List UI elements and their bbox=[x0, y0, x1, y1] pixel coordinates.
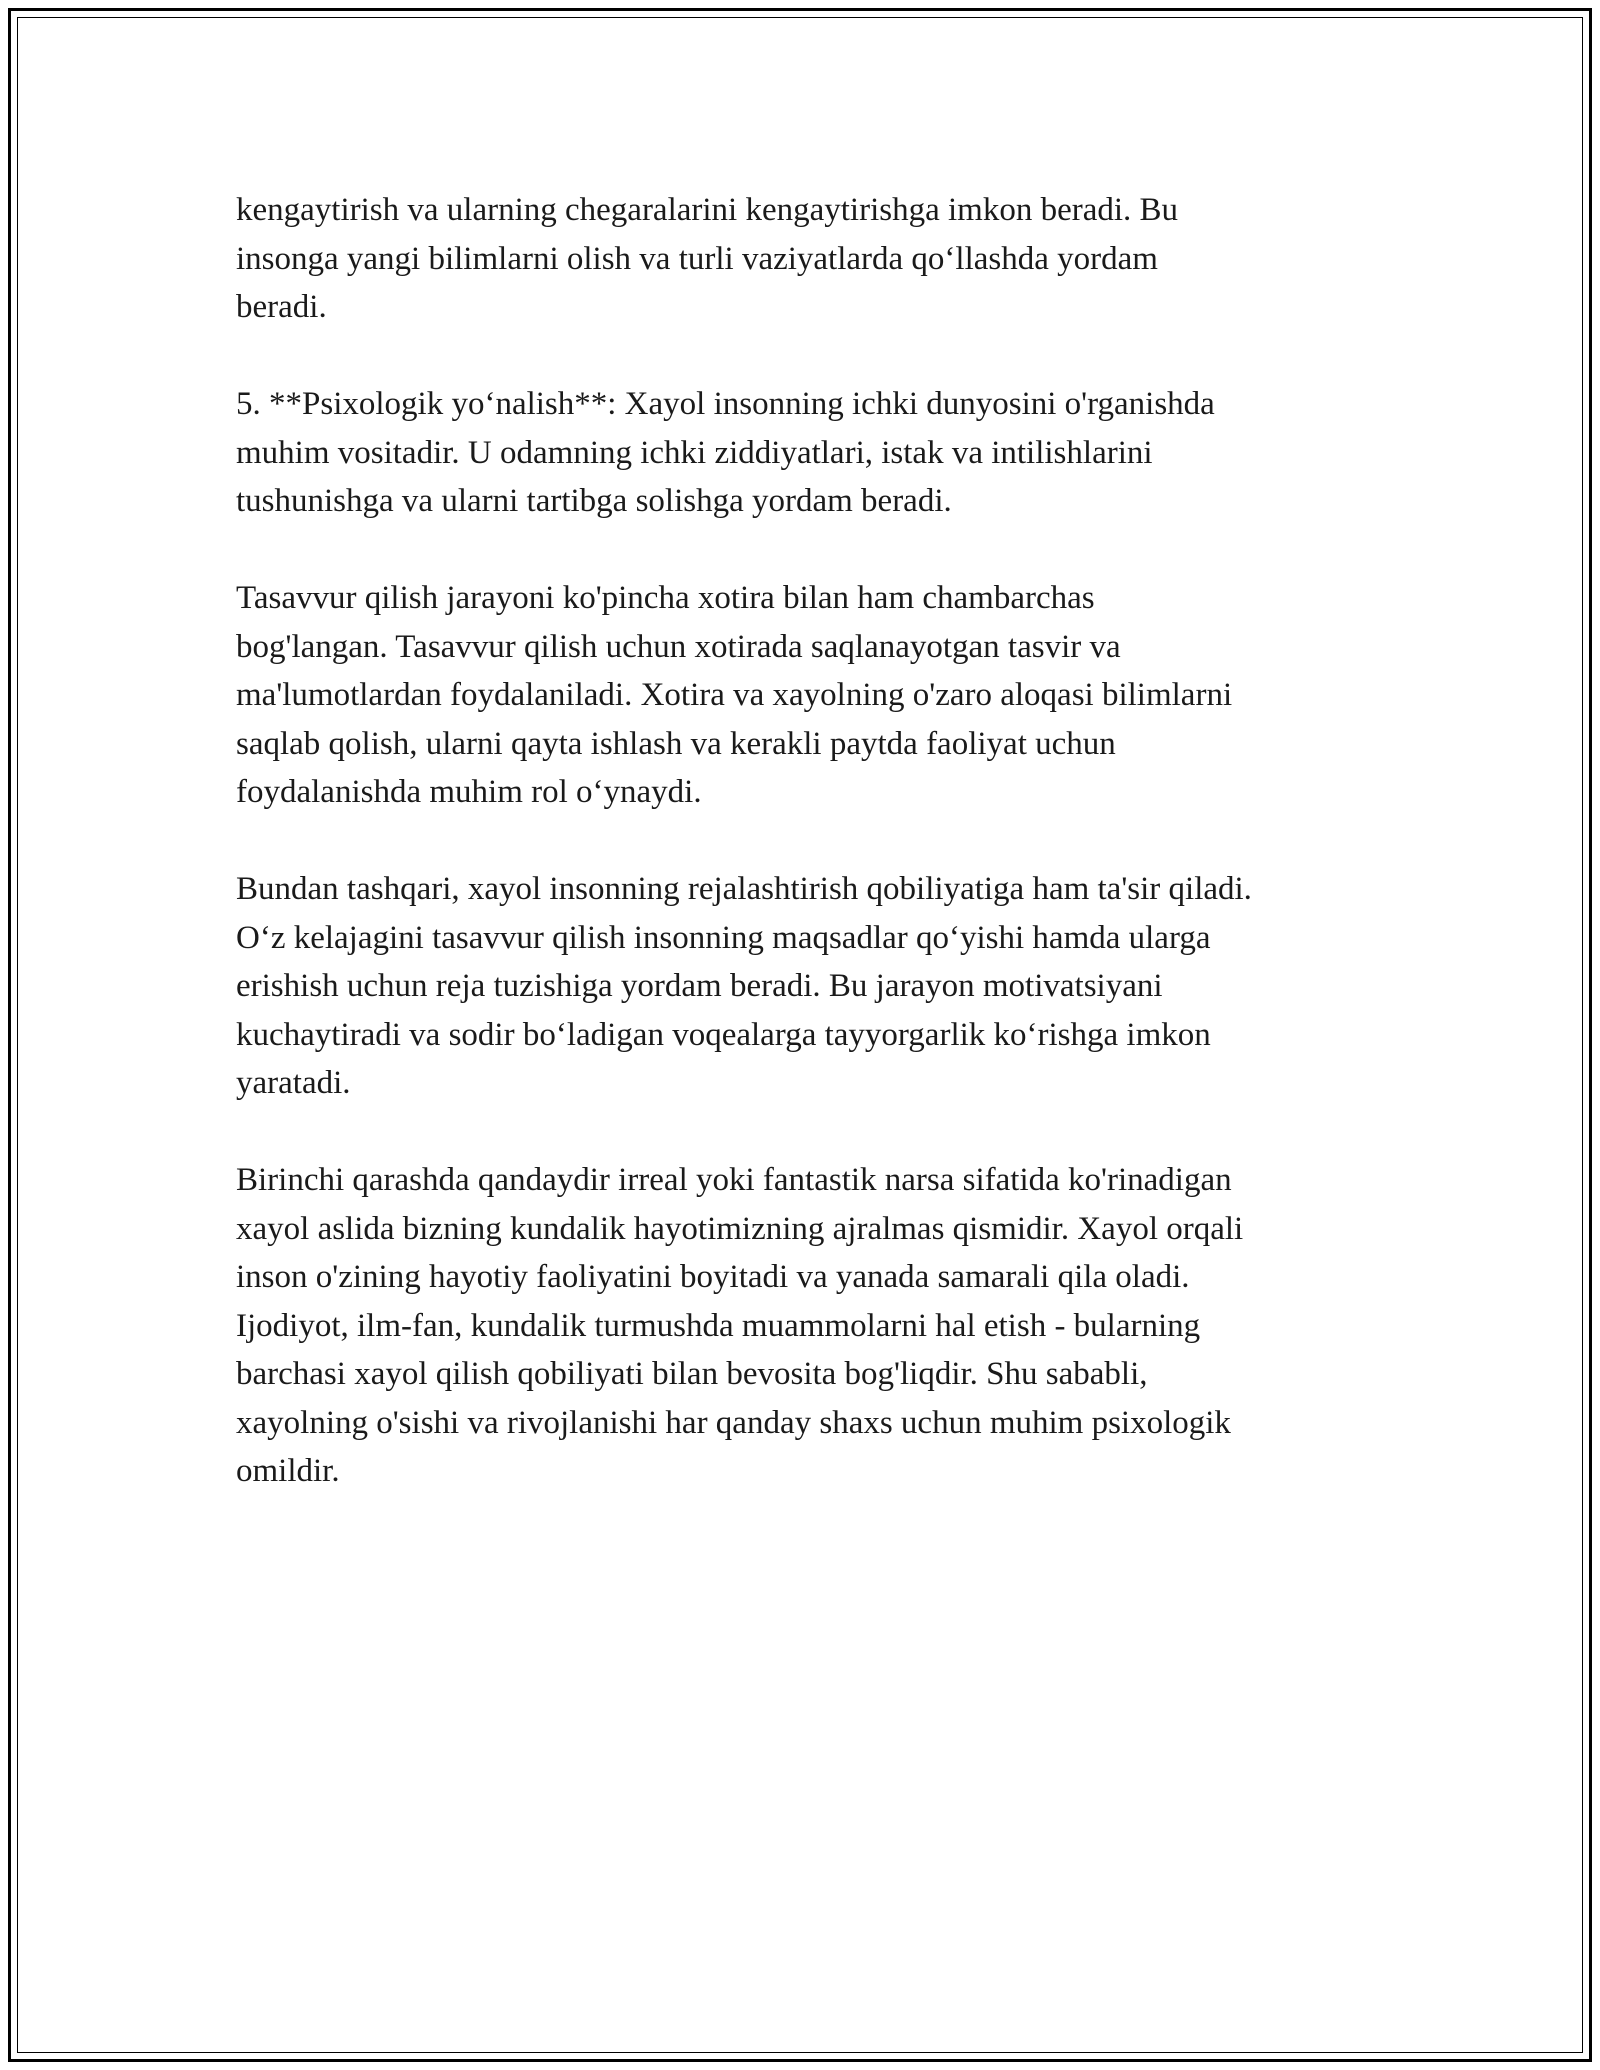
text-line: Bundan tashqari, xayol insonning rejalashtirish qobiliyatiga ham ta'sir qiladi. bbox=[236, 871, 1252, 907]
text-line: 5. **Psixologik yo‘nalish**: Xayol insonning ichki dunyosini o'rganishda bbox=[236, 386, 1215, 422]
text-line: Birinchi qarashda qandaydir irreal yoki fantastik narsa sifatida ko'rinadigan bbox=[236, 1162, 1232, 1198]
text-line: foydalanishda muhim rol o‘ynaydi. bbox=[236, 774, 702, 810]
text-line: inson o'zining hayotiy faoliyatini boyitadi va yanada samarali qila oladi. bbox=[236, 1259, 1190, 1295]
text-line: yaratadi. bbox=[236, 1065, 351, 1101]
paragraph-psychological-direction bbox=[236, 380, 1386, 526]
text-line: Tasavvur qilish jarayoni ko'pincha xotira bilan ham chambarchas bbox=[236, 580, 1095, 616]
paragraph-conclusion bbox=[236, 1156, 1386, 1496]
text-line: tushunishga va ularni tartibga solishga yordam beradi. bbox=[236, 483, 952, 519]
paragraph-memory bbox=[236, 574, 1386, 817]
text-line: erishish uchun reja tuzishiga yordam beradi. Bu jarayon motivatsiyani bbox=[236, 968, 1163, 1004]
paragraph-continuation bbox=[236, 186, 1386, 332]
text-line: xayol aslida bizning kundalik hayotimizning ajralmas qismidir. Xayol orqali bbox=[236, 1210, 1244, 1247]
text-line: barchasi xayol qilish qobiliyati bilan bevosita bog'liqdir. Shu sababli, bbox=[236, 1356, 1148, 1392]
text-line: kuchaytiradi va sodir bo‘ladigan voqealarga tayyorgarlik ko‘rishga imkon bbox=[236, 1016, 1211, 1053]
text-line: ma'lumotlardan foydalaniladi. Xotira va xayolning o'zaro aloqasi bilimlarni bbox=[236, 677, 1233, 713]
text-line: O‘z kelajagini tasavvur qilish insonning maqsadlar qo‘yishi hamda ularga bbox=[236, 919, 1211, 956]
text-line: kengaytirish va ularning chegaralarini kengaytirishga imkon beradi. Bu bbox=[236, 192, 1179, 228]
paragraph-planning bbox=[236, 865, 1386, 1108]
text-line: xayolning o'sishi va rivojlanishi har qanday shaxs uchun muhim psixologik bbox=[236, 1404, 1231, 1441]
document-body bbox=[236, 186, 1386, 1544]
text-line: Ijodiyot, ilm-fan, kundalik turmushda muammolarni hal etish - bularning bbox=[236, 1307, 1201, 1344]
text-line: muhim vositadir. U odamning ichki ziddiyatlari, istak va intilishlarini bbox=[236, 434, 1153, 471]
text-line: omildir. bbox=[236, 1453, 340, 1489]
text-line: bog'langan. Tasavvur qilish uchun xotirada saqlanayotgan tasvir va bbox=[236, 628, 1121, 665]
text-line: beradi. bbox=[236, 289, 327, 325]
text-line: saqlab qolish, ularni qayta ishlash va kerakli paytda faoliyat uchun bbox=[236, 725, 1116, 762]
text-line: insonga yangi bilimlarni olish va turli vaziyatlarda qo‘llashda yordam bbox=[236, 240, 1158, 277]
